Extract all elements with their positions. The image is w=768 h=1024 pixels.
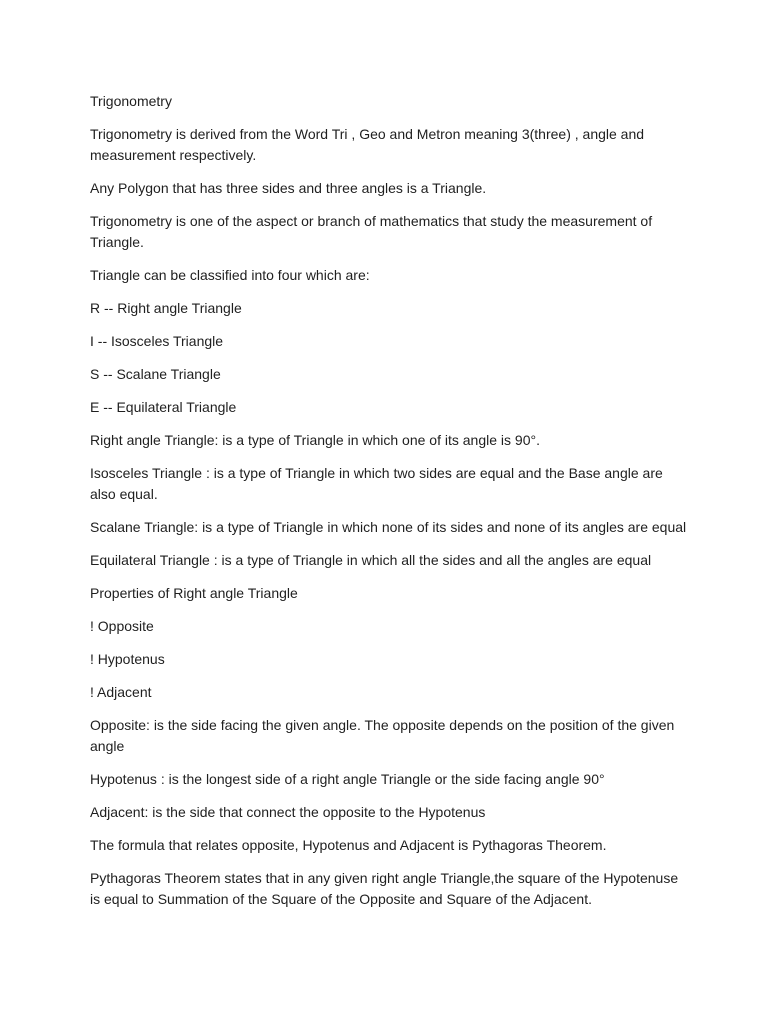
paragraph-opposite-definition: Opposite: is the side facing the given angle. The opposite depends on the position of the given angle (90, 717, 675, 754)
paragraph-properties-heading: Properties of Right angle Triangle (90, 585, 298, 601)
document-title: Trigonometry (90, 93, 172, 109)
paragraph-trigonometry-definition: Trigonometry is one of the aspect or branch of mathematics that study the measurement of Triangle. (90, 213, 653, 250)
paragraph-equilateral-definition: Equilateral Triangle : is a type of Triangle in which all the sides and all the angles are equal (90, 552, 652, 568)
list-item-hypotenus: ! Hypotenus (90, 651, 165, 667)
paragraph-pythagoras-theorem: Pythagoras Theorem states that in any given right angle Triangle,the square of the Hypotenuse is equal to Summation of the Square of the Opposite and Square of the Adjacent. (90, 870, 679, 907)
paragraph-formula-relation: The formula that relates opposite, Hypotenus and Adjacent is Pythagoras Theorem. (90, 837, 607, 853)
paragraph-adjacent-definition: Adjacent: is the side that connect the opposite to the Hypotenus (90, 804, 486, 820)
paragraph-triangle-definition: Any Polygon that has three sides and three angles is a Triangle. (90, 180, 487, 196)
list-item-isosceles: I -- Isosceles Triangle (90, 333, 224, 349)
paragraph-hypotenus-definition: Hypotenus : is the longest side of a right angle Triangle or the side facing angle 90° (90, 771, 605, 787)
list-item-equilateral: E -- Equilateral Triangle (90, 399, 237, 415)
list-item-right-angle: R -- Right angle Triangle (90, 300, 242, 316)
paragraph-isosceles-definition: Isosceles Triangle : is a type of Triangle in which two sides are equal and the Base angle are also equal. (90, 465, 663, 502)
list-item-scalane: S -- Scalane Triangle (90, 366, 221, 382)
paragraph-classification-intro: Triangle can be classified into four which are: (90, 267, 370, 283)
paragraph-etymology: Trigonometry is derived from the Word Tri , Geo and Metron meaning 3(three) , angle and measurement respectively. (90, 126, 645, 163)
list-item-opposite: ! Opposite (90, 618, 154, 634)
paragraph-scalane-definition: Scalane Triangle: is a type of Triangle in which none of its sides and none of its angles are equal (90, 519, 687, 535)
list-item-adjacent: ! Adjacent (90, 684, 152, 700)
paragraph-right-angle-definition: Right angle Triangle: is a type of Triangle in which one of its angle is 90°. (90, 432, 540, 448)
document-page (90, 91, 690, 922)
